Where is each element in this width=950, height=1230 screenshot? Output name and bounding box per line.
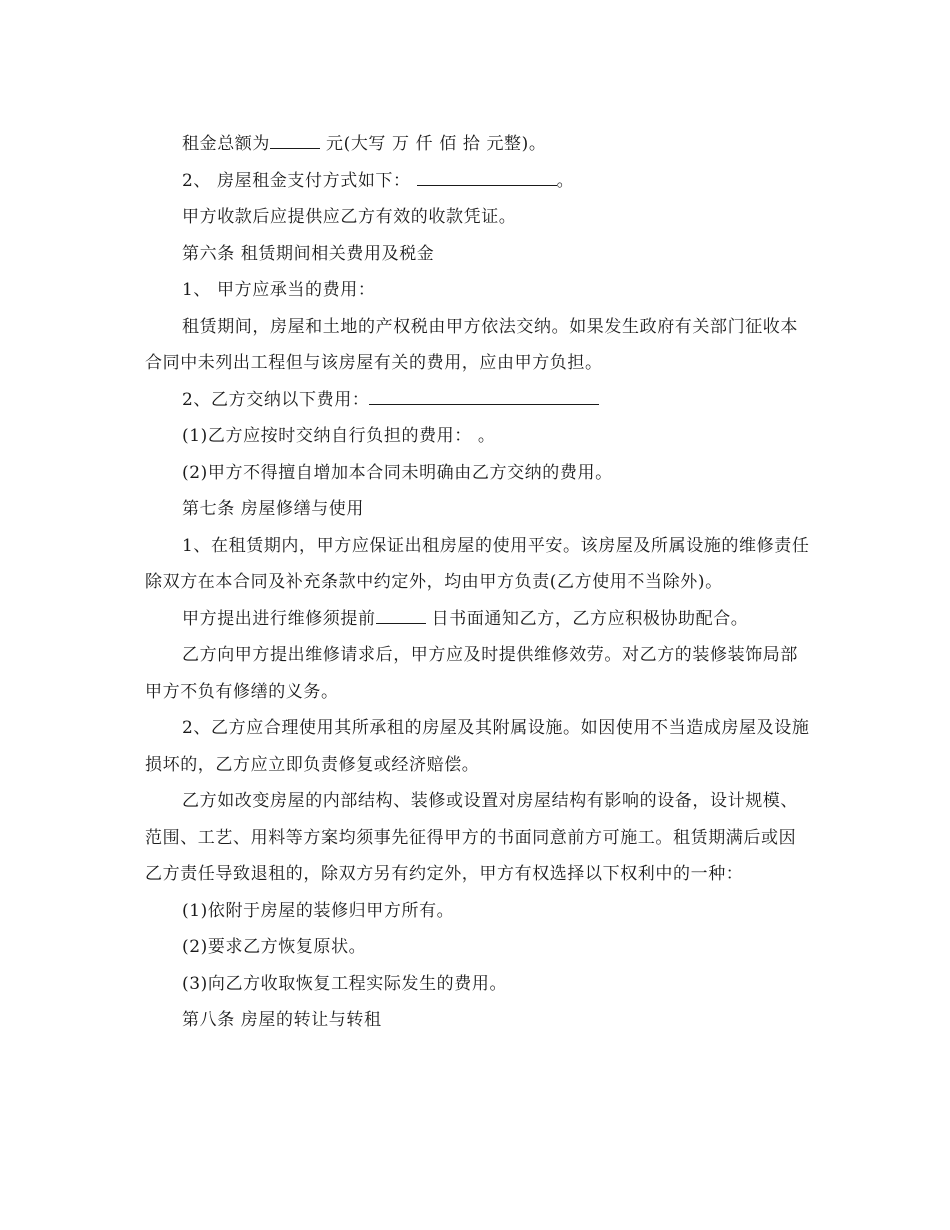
document-body <box>145 126 810 1039</box>
repair-notice-paragraph <box>145 601 810 638</box>
paragraph: 1、 甲方应承当的费用： <box>182 280 376 300</box>
article-heading: 第七条 房屋修缮与使用 <box>182 499 365 519</box>
paragraph: 乙方向甲方提出维修请求后，甲方应及时提供维修效劳。对乙方的装修装饰局部甲方不负有修缮的义务。 <box>145 645 798 702</box>
fill-in-blank <box>417 171 557 186</box>
rent-total-paragraph <box>145 126 810 163</box>
paragraph: (2)要求乙方恢复原状。 <box>182 937 367 957</box>
text-segment: 甲方提出进行维修须提前 <box>182 608 376 629</box>
text-segment: 2、乙方交纳以下费用： <box>182 389 370 410</box>
paragraph: 租赁期间，房屋和土地的产权税由甲方依法交纳。如果发生政府有关部门征收本合同中未列出工程但与该房屋有关的费用，应由甲方负担。 <box>145 316 798 373</box>
payment-method-paragraph <box>145 163 810 200</box>
text-segment: 2、 房屋租金支付方式如下： <box>182 170 417 191</box>
paragraph: (1)乙方应按时交纳自行负担的费用： 。 <box>182 426 496 446</box>
paragraph: (1)依附于房屋的装修归甲方所有。 <box>182 900 455 921</box>
text-segment: 租金总额为 <box>182 134 270 154</box>
fill-in-blank <box>369 390 599 405</box>
article-heading: 第六条 租赁期间相关费用及税金 <box>182 243 435 264</box>
paragraph: 1、在租赁期内，甲方应保证出租房屋的使用平安。该房屋及所属设施的维修责任除双方在本合同及补充条款中约定外，均由甲方负责(乙方使用不当除外)。 <box>145 535 810 592</box>
paragraph: 乙方如改变房屋的内部结构、装修或设置对房屋结构有影响的设备，设计规模、范围、工艺、用料等方案均须事先征得甲方的书面同意前方可施工。租赁期满后或因乙方责任导致退租的，除双方另有约定外，甲方有权选择以下权利中的一种： <box>145 791 798 884</box>
paragraph: (2)甲方不得擅自增加本合同未明确由乙方交纳的费用。 <box>182 462 613 483</box>
fill-in-blank <box>376 609 426 624</box>
text-segment: 。 <box>556 170 575 191</box>
paragraph: (3)向乙方收取恢复工程实际发生的费用。 <box>182 973 508 994</box>
article-heading: 第八条 房屋的转让与转租 <box>182 1010 382 1030</box>
text-segment: 日书面通知乙方，乙方应积极协助配合。 <box>425 608 749 629</box>
paragraph: 甲方收款后应提供应乙方有效的收款凭证。 <box>182 207 517 227</box>
paragraph: 2、乙方应合理使用其所承租的房屋及其附属设施。如因使用不当造成房屋及设施损坏的，乙方应立即负责修复或经济赔偿。 <box>145 718 810 775</box>
text-segment: 元(大写 万 仟 佰 拾 元整)。 <box>320 134 547 154</box>
tenant-fees-paragraph <box>145 382 810 419</box>
fill-in-blank <box>270 134 320 149</box>
